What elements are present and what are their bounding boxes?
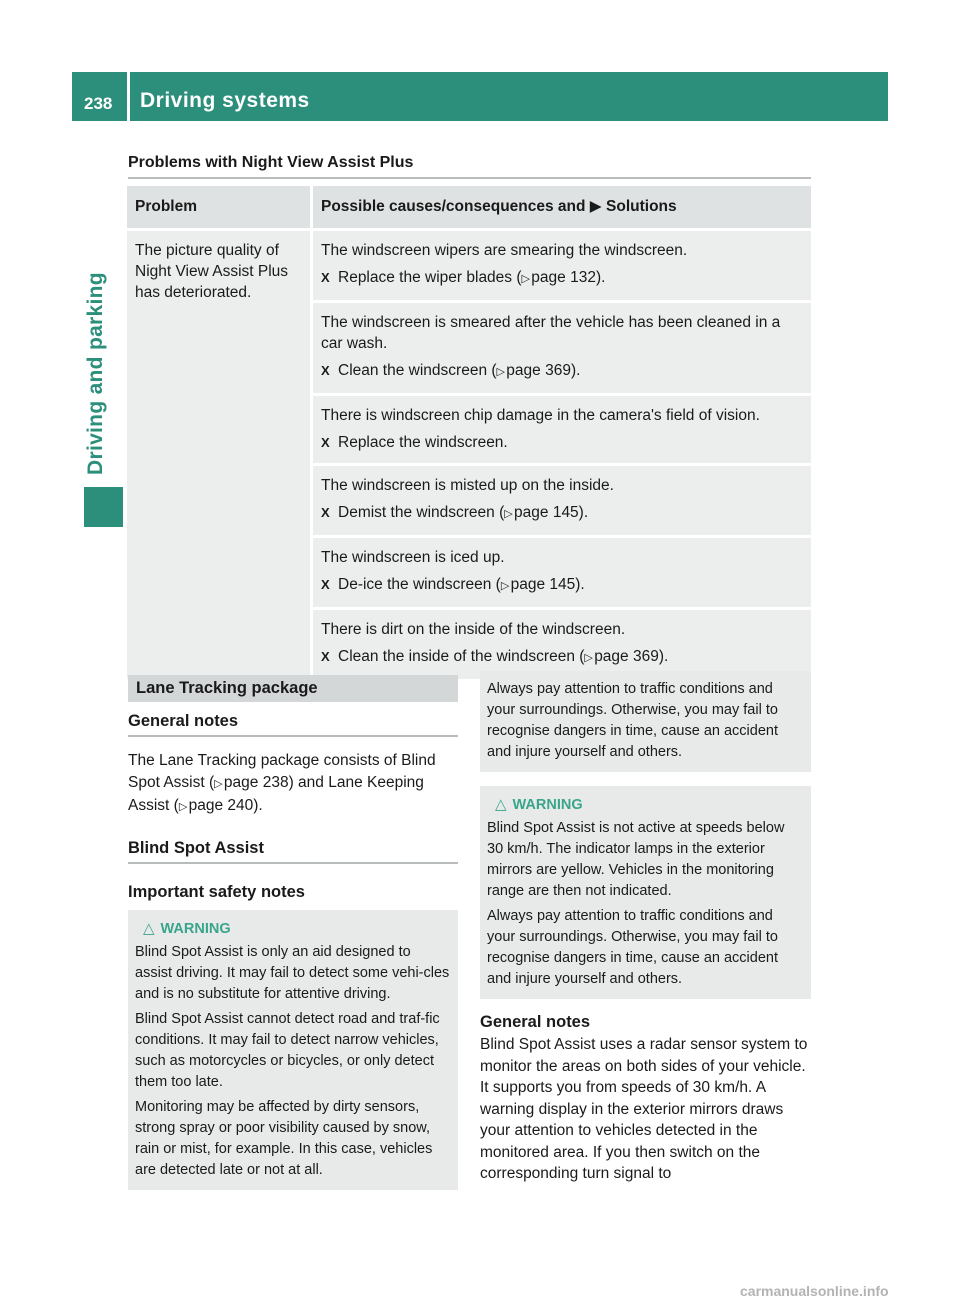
page-ref-link[interactable]: page 369).: [506, 362, 581, 379]
solution-step: X Replace the windscreen.: [321, 434, 508, 451]
warning-paragraph: Blind Spot Assist is not active at speeds below 30 km/h. The indicator lamps in the exterior mirrors are yellow. Vehicles in the monitoring range are then not indicated.: [487, 820, 785, 899]
step-x-icon: X: [321, 505, 330, 520]
page-number: 238: [84, 94, 113, 113]
general-notes-heading: General notes: [480, 1013, 591, 1031]
step-x-icon: X: [321, 649, 330, 664]
side-tab: [84, 255, 124, 475]
section-rule: [128, 735, 458, 737]
header-divider: [127, 72, 130, 121]
page-ref-arrow-icon: ▷: [521, 273, 530, 285]
problem-cell: [127, 231, 313, 679]
solution-step: X Clean the windscreen (▷ page 369).: [321, 362, 581, 379]
step-x-icon: X: [321, 435, 330, 450]
lane-tracking-heading: Lane Tracking package: [128, 675, 458, 702]
cause-cell: [313, 396, 811, 466]
problems-table: [127, 186, 811, 679]
step-x-icon: X: [321, 577, 330, 592]
left-column: [128, 675, 458, 1190]
solution-step: X De-ice the windscreen (▷ page 145).: [321, 576, 585, 593]
right-column: [480, 671, 811, 1185]
cause-cell: [313, 303, 811, 396]
page-ref-arrow-icon: ▷: [214, 777, 223, 790]
page-ref-link[interactable]: page 240).: [188, 797, 263, 814]
warning-title: △ WARNING: [495, 796, 583, 813]
page-ref-link[interactable]: page 369).: [594, 648, 669, 665]
warning-box: [480, 786, 811, 999]
solution-step: X Replace the wiper blades (▷ page 132).: [321, 269, 606, 286]
cause-text: The windscreen is iced up.: [321, 549, 505, 566]
cause-text: The windscreen is smeared after the vehicle has been cleaned in a car wash.: [321, 314, 781, 352]
table-header-row: [127, 186, 811, 231]
solution-step: X Clean the inside of the windscreen (▷ page 369).: [321, 648, 669, 665]
warning-triangle-icon: △: [495, 796, 507, 813]
cause-text: There is dirt on the inside of the windscreen.: [321, 621, 626, 638]
step-x-icon: X: [321, 270, 330, 285]
page-ref-arrow-icon: ▷: [504, 508, 513, 520]
warning-paragraph: Always pay attention to traffic conditions and your surroundings. Otherwise, you may fail to recognise dangers in time, cause an accident and injure yourself and others.: [487, 681, 778, 760]
cause-cell: [313, 231, 811, 303]
general-notes-text: Blind Spot Assist uses a radar sensor system to monitor the areas on both sides of your vehicle. It supports you from speeds of 30 km/h. A warning display in the exterior mirrors draws your attention to vehicles detected in the monitored area. If you then switch on the corresponding turn signal to: [480, 1036, 808, 1182]
warning-triangle-icon: △: [143, 919, 155, 937]
page-ref-arrow-icon: ▷: [496, 366, 505, 378]
column-header-prefix: Possible causes/consequences and: [321, 198, 586, 215]
cause-text: There is windscreen chip damage in the camera's field of vision.: [321, 407, 760, 424]
problems-heading: Problems with Night View Assist Plus: [128, 154, 414, 171]
column-header-problem: Problem: [127, 186, 313, 231]
heading-rule: [128, 177, 811, 179]
page-ref-link[interactable]: page 238) and Lane Keeping Assist (: [128, 773, 424, 814]
blind-spot-heading: Blind Spot Assist: [128, 838, 264, 857]
cause-cell: [313, 610, 811, 679]
safety-notes-heading: Important safety notes: [128, 882, 305, 901]
page-ref-link[interactable]: page 145).: [514, 504, 589, 521]
page-ref-link[interactable]: page 145).: [510, 576, 585, 593]
warning-paragraph: Blind Spot Assist cannot detect road and traf-fic conditions. It may fail to detect narrow vehicles, such as motorcycles or bicycles, or only detect them too late.: [135, 1010, 440, 1090]
problem-text: The picture quality of Night View Assist Plus has deteriorated.: [135, 242, 289, 301]
cause-cell: [313, 466, 811, 538]
side-tab-marker: [84, 487, 123, 527]
cause-text: The windscreen is misted up on the inside.: [321, 477, 614, 494]
warning-box: [128, 910, 458, 1190]
table-row: [127, 231, 811, 303]
section-title: Driving systems: [140, 89, 310, 112]
step-x-icon: X: [321, 363, 330, 378]
general-notes-heading: General notes: [128, 712, 239, 730]
page-ref-link[interactable]: page 132).: [531, 269, 606, 286]
arrow-right-icon: ▶: [589, 198, 602, 215]
warning-paragraph: Blind Spot Assist is only an aid designed to assist driving. It may fail to detect some vehi-cles and is no substitute for attentive driving.: [135, 943, 450, 1002]
cause-text: The windscreen wipers are smearing the windscreen.: [321, 242, 688, 259]
warning-paragraph: Monitoring may be affected by dirty sensors, strong spray or poor visibility caused by snow, rain or mist, for example. In this case, vehicles are detected late or not at all.: [135, 1098, 433, 1178]
cause-cell: [313, 538, 811, 610]
warning-paragraph: Always pay attention to traffic conditions and your surroundings. Otherwise, you may fail to recognise dangers in time, cause an accident and injure yourself and others.: [487, 908, 778, 987]
page-ref-arrow-icon: ▷: [584, 652, 593, 664]
page-ref-arrow-icon: ▷: [500, 580, 510, 592]
solution-step: X Demist the windscreen (▷ page 145).: [321, 504, 589, 521]
warning-box-continued: [480, 671, 811, 772]
general-notes-text: The Lane Tracking package consists of Blind Spot Assist (▷ page 238) and Lane Keeping Assist (▷ page 240).: [128, 752, 436, 814]
warning-title: △ WARNING: [143, 919, 231, 937]
side-tab-label: Driving and parking: [84, 272, 107, 475]
section-rule: [128, 862, 458, 864]
footer-watermark: carmanualsonline.info: [740, 1283, 889, 1299]
column-header-suffix: Solutions: [606, 198, 677, 215]
page-ref-arrow-icon: ▷: [178, 801, 188, 813]
column-header-solutions: [313, 186, 811, 231]
